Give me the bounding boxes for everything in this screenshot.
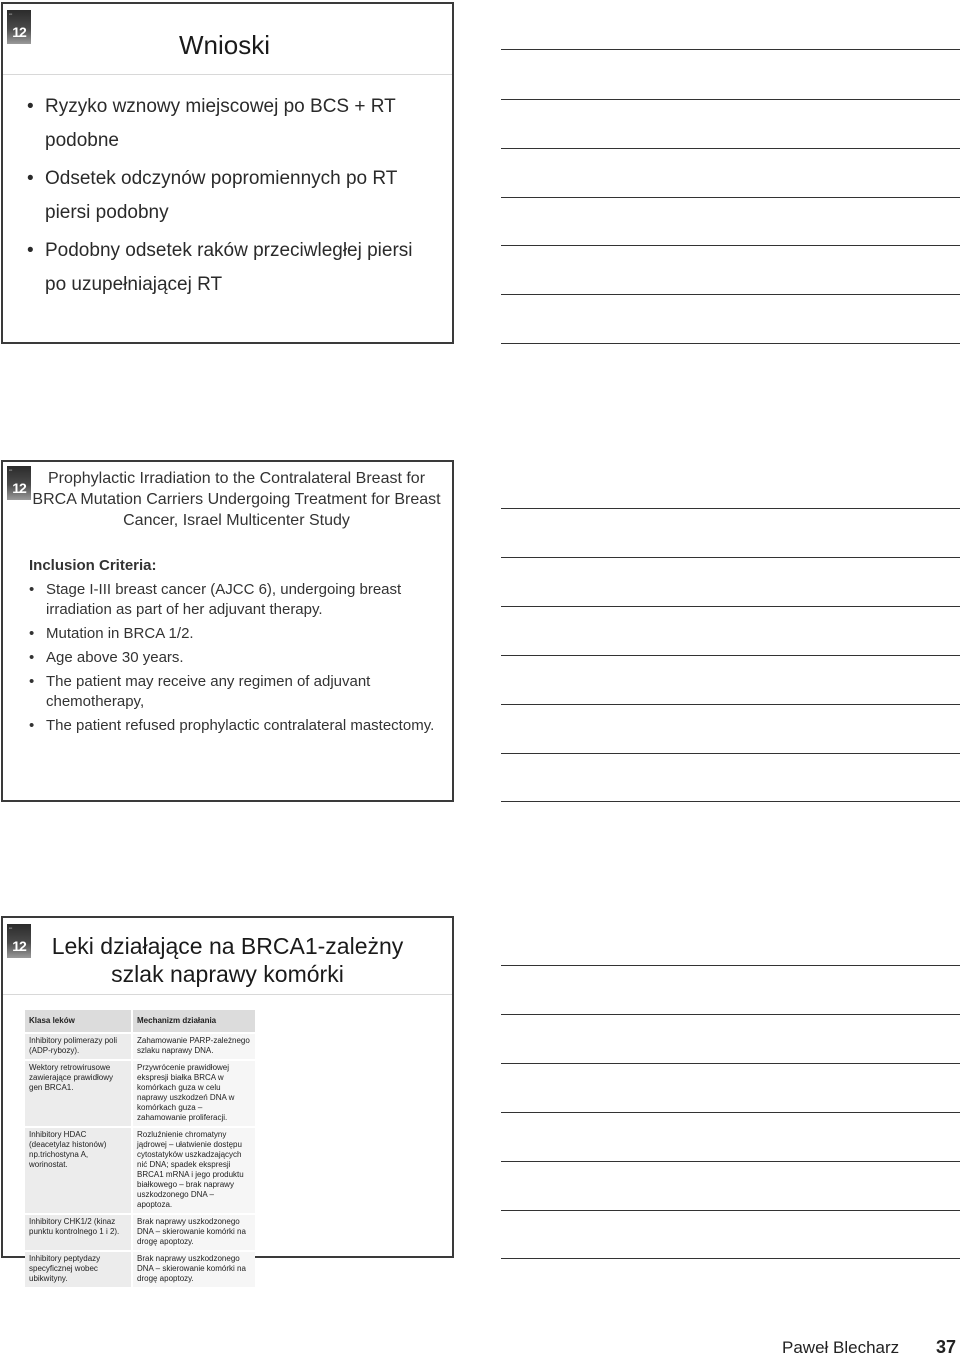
conference-logo-icon: ▪▪▪ 12 xyxy=(7,466,31,500)
drug-table xyxy=(25,1010,255,1289)
note-line xyxy=(501,965,960,966)
table-cell: Inhibitory peptydazy specyficznej wobec ubikwityny. xyxy=(25,1251,132,1288)
table-cell: Przywrócenie prawidłowej ekspresji białka BRCA w komórkach guza w celu naprawy uszkodzeń DNA w komórkach guza – zahamowanie proliferacji. xyxy=(132,1060,255,1127)
bullet-item: • Odsetek odczynów popromiennych po RT piersi podobny xyxy=(27,162,432,230)
note-line xyxy=(501,1014,960,1015)
note-line xyxy=(501,148,960,149)
note-line xyxy=(501,197,960,198)
slide-title-bar xyxy=(3,918,452,995)
column-header: Klasa leków xyxy=(25,1010,132,1033)
table-row xyxy=(25,1127,255,1214)
note-line xyxy=(501,1063,960,1064)
table-row xyxy=(25,1060,255,1127)
conference-logo-icon: ▪▪▪ 12 xyxy=(7,10,31,44)
note-line xyxy=(501,245,960,246)
slide-israel-study xyxy=(1,460,454,802)
table-row xyxy=(25,1214,255,1251)
note-line xyxy=(501,1112,960,1113)
note-line xyxy=(501,1161,960,1162)
note-line xyxy=(501,704,960,705)
bullet-item: • Age above 30 years. xyxy=(29,648,440,668)
section-heading: Inclusion Criteria: xyxy=(29,557,157,574)
note-line xyxy=(501,343,960,344)
note-line xyxy=(501,557,960,558)
slide-title: Leki działające na BRCA1-zależny szlak naprawy komórki xyxy=(51,933,404,987)
bullet-item: • Stage I-III breast cancer (AJCC 6), undergoing breast irradiation as part of her adjuvant therapy. xyxy=(29,580,440,620)
note-line xyxy=(501,508,960,509)
bullet-item: • Mutation in BRCA 1/2. xyxy=(29,624,440,644)
note-line xyxy=(501,99,960,100)
bullet-item: • The patient refused prophylactic contralateral mastectomy. xyxy=(29,716,440,736)
table-cell: Inhibitory CHK1/2 (kinaz punktu kontrolnego 1 i 2). xyxy=(25,1214,132,1251)
slide-title: Prophylactic Irradiation to the Contralateral Breast for BRCA Mutation Carriers Undergoing Treatment for Breast Cancer, Israel Multicenter Study xyxy=(32,470,441,529)
table-header-row xyxy=(25,1010,255,1033)
conference-logo-icon: ▪▪▪ 12 xyxy=(7,924,31,958)
note-line xyxy=(501,1258,960,1259)
slide-conclusions xyxy=(1,2,454,344)
table-cell: Wektory retrowirusowe zawierające prawidłowy gen BRCA1. xyxy=(25,1060,132,1127)
note-line xyxy=(501,753,960,754)
note-line xyxy=(501,606,960,607)
bullet-item: • Podobny odsetek raków przeciwległej piersi po uzupełniającej RT xyxy=(27,234,432,302)
table-row xyxy=(25,1251,255,1288)
note-line xyxy=(501,49,960,50)
bullet-item: • Ryzyko wznowy miejscowej po BCS + RT podobne xyxy=(27,90,432,158)
slide-title-bar xyxy=(3,4,452,75)
footer-author: Paweł Blecharz xyxy=(782,1338,900,1357)
table-row xyxy=(25,1033,255,1060)
column-header: Mechanizm działania xyxy=(132,1010,255,1033)
bullet-list xyxy=(29,580,440,740)
bullet-item: • The patient may receive any regimen of adjuvant chemotherapy, xyxy=(29,672,440,712)
note-line xyxy=(501,1210,960,1211)
slide-title-bar xyxy=(3,462,452,542)
note-line xyxy=(501,655,960,656)
table-cell: Brak naprawy uszkodzonego DNA – skierowanie komórki na drogę apoptozy. xyxy=(132,1251,255,1288)
table-cell: Inhibitory polimerazy poli (ADP-rybozy). xyxy=(25,1033,132,1060)
table-cell: Rozluźnienie chromatyny jądrowej – ułatwienie dostępu cytostatyków uszkadzających nić DNA; spadek ekspresji BRCA1 mRNA i jego produktu białkowego – brak naprawy uszkodzonego DNA – apoptoza. xyxy=(132,1127,255,1214)
page-number: 37 xyxy=(936,1337,957,1357)
table-cell: Brak naprawy uszkodzonego DNA – skierowanie komórki na drogę apoptozy. xyxy=(132,1214,255,1251)
bullet-list xyxy=(27,90,432,306)
note-line xyxy=(501,294,960,295)
slide-brca-drugs xyxy=(1,916,454,1283)
slide-title: Wnioski xyxy=(179,30,271,60)
table-cell: Zahamowanie PARP-zależnego szlaku naprawy DNA. xyxy=(132,1033,255,1060)
note-line xyxy=(501,801,960,802)
table-cell: Inhibitory HDAC (deacetylaz histonów) np.trichostyna A, worinostat. xyxy=(25,1127,132,1214)
